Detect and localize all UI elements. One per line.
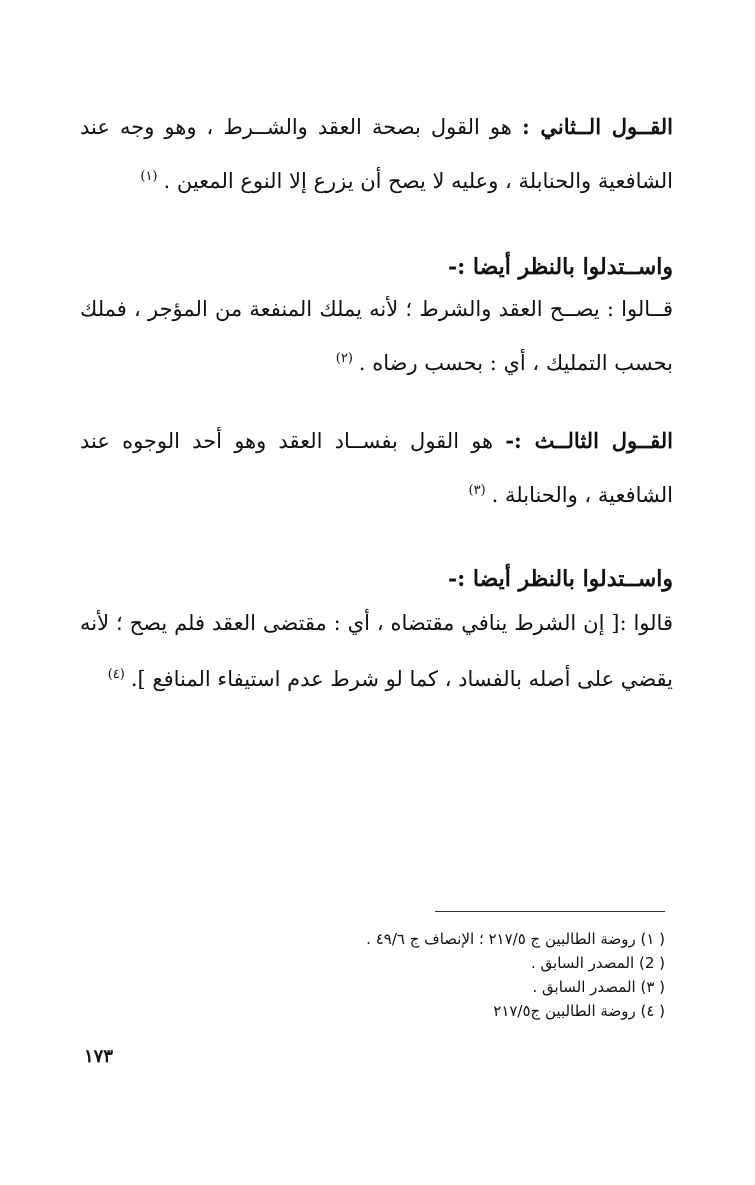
para2-line2-text: بحسب التمليك ، أي : بحسب رضاه . (358, 351, 673, 375)
para1-line1-text: هو القول بصحة العقد والشــرط ، وهو وجه عند (80, 115, 512, 139)
para2-line2 (80, 344, 673, 378)
para1-line2 (80, 162, 673, 196)
para3-lead: القــول الثالــث :- (505, 428, 673, 453)
para1-line1 (80, 112, 673, 142)
para4-line1-text: قالوا :[ إن الشرط ينافي مقتضاه ، أي : مقتضى العقد فلم يصح ؛ لأنه (80, 611, 673, 635)
para4-line2 (80, 660, 673, 694)
page-number: ١٧٣ (84, 1046, 114, 1067)
para1-lead: القــول الــثاني : (521, 114, 674, 139)
para3-line2-text: الشافعية ، والحنابلة . (491, 483, 673, 507)
footnote-separator (435, 911, 665, 912)
para4-line2-text: يقضي على أصله بالفساد ، كما لو شرط عدم استيفاء المنافع ]. (130, 667, 673, 691)
heading-evidence-1: واســتدلوا بالنظر أيضا :- (447, 254, 673, 280)
para3-line2 (80, 476, 673, 510)
footnote-3: ( ٣) المصدر السابق . (532, 978, 665, 996)
para4-line1 (80, 608, 673, 638)
para3-line1-text: هو القول بفســاد العقد وهو أحد الوجوه عند (80, 429, 494, 453)
para2-line1-text: قــالوا : يصــح العقد والشرط ؛ لأنه يملك المنفعة من المؤجر ، فملك (80, 297, 673, 321)
footnote-ref-4: (٤) (107, 667, 125, 682)
para1-line2-text: الشافعية والحنابلة ، وعليه لا يصح أن يزرع إلا النوع المعين . (163, 169, 673, 193)
footnote-1: ( ١) روضة الطالبين ج ٢١٧/٥ ؛ الإنصاف ج ٤٩/٦ . (366, 930, 665, 948)
footnote-ref-3: (٣) (468, 483, 486, 498)
para3-line1 (80, 426, 673, 456)
heading-evidence-2: واســتدلوا بالنظر أيضا :- (447, 566, 673, 592)
para2-line1 (80, 294, 673, 324)
footnote-ref-1: (١) (140, 169, 158, 184)
footnote-2: ( 2) المصدر السابق . (530, 954, 665, 972)
footnote-ref-2: (٢) (335, 351, 353, 366)
footnote-4: ( ٤) روضة الطالبين ج٢١٧/٥ (493, 1002, 665, 1020)
